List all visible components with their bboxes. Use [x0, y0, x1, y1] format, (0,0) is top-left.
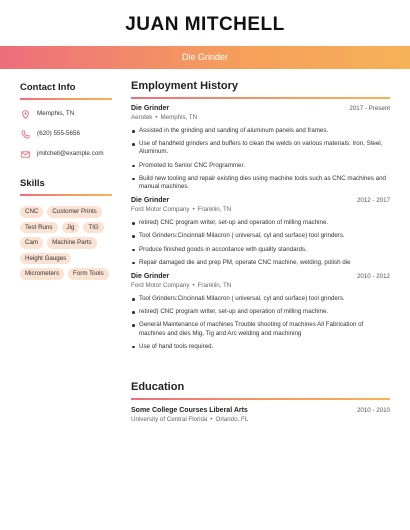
contact-heading: Contact Info — [20, 82, 76, 93]
job-bullet: Assisted in the grinding and sanding of aluminum panels and frames. — [131, 127, 390, 135]
job-company: Ford Motor Company — [131, 282, 190, 290]
education-heading: Education — [131, 381, 185, 393]
job-dates: 2010 - 2012 — [356, 273, 390, 281]
skill-pill: Micrometers — [20, 268, 64, 280]
job-bullets — [131, 127, 390, 191]
job-bullet: Build new tooling and repair existing dies using machine tools such as CNC machines and manual machines. — [131, 175, 390, 191]
location-pin-icon — [21, 110, 30, 119]
job-employer: Ford Motor Company • Franklin, TN — [131, 206, 232, 214]
title-banner — [0, 46, 410, 69]
job-location: Franklin, TN — [197, 282, 232, 290]
job-bullet: Tool Grinders:Cincinnati Milacron ( universal, cyl and surface) tool grinders. — [131, 295, 390, 303]
job-bullet: Use of hand tools required. — [131, 343, 390, 351]
job-dates: 2017 - Present — [349, 105, 390, 112]
education-degree: Some College Courses Liberal Arts — [131, 407, 248, 414]
education-location: Orlando, FL — [215, 416, 249, 423]
skills-section — [20, 178, 112, 280]
job-entry — [131, 273, 390, 351]
contact-section — [20, 82, 112, 170]
email-icon — [21, 150, 30, 159]
skill-pill: Height Gauges — [20, 253, 71, 265]
employment-section — [131, 80, 390, 356]
skills-divider — [20, 194, 112, 196]
skill-pill: TIG — [83, 222, 103, 234]
job-bullet: General Maintenance of machines Trouble shooting of machines All Fabrication of machines and dies Mig, Tig and Arc welding and machining — [131, 321, 390, 337]
education-entry — [131, 407, 390, 423]
job-bullet: Promoted to Senior CNC Programmer. — [131, 162, 390, 170]
skill-pill: Cam — [20, 237, 43, 249]
job-title: Die Grinder — [131, 105, 170, 112]
phone-icon — [21, 130, 30, 139]
job-company: Ford Motor Company — [131, 206, 190, 214]
job-bullets — [131, 295, 390, 351]
job-entry — [131, 105, 390, 191]
skill-pill: Form Tools — [68, 268, 109, 280]
skill-pill: Machine Parts — [47, 237, 97, 249]
contact-email — [20, 150, 112, 158]
skill-pill: Customer Prints — [47, 206, 101, 218]
job-bullet: Produce finished goods in accordance with quality standards. — [131, 246, 390, 254]
job-bullets — [131, 219, 390, 267]
job-bullet: Repair damaged die and prep PM, operate CNC machine, welding, polish die — [131, 259, 390, 267]
job-bullet: retired) CNC program writer, set-up and operation of milling machine. — [131, 308, 390, 316]
contact-location-text: Memphis, TN — [37, 110, 75, 117]
education-school: University of Central Florida — [131, 416, 208, 423]
skill-pill: CNC — [20, 206, 43, 218]
job-employer: Ford Motor Company • Franklin, TN — [131, 282, 232, 290]
employment-heading: Employment History — [131, 80, 238, 92]
job-title: Die Grinder — [131, 273, 170, 281]
job-company: Aerotek — [131, 114, 153, 121]
job-location: Memphis, TN — [160, 114, 198, 121]
skill-pill: Jig — [62, 222, 80, 234]
candidate-name: JUAN MITCHELL — [125, 14, 285, 35]
job-bullet: Use of handheld grinders and buffers to clean the welds on various materials: Iron, Steel, Aluminum. — [131, 140, 390, 156]
contact-phone-text: (620) 555-5656 — [37, 130, 81, 137]
contact-list — [20, 110, 112, 158]
education-divider — [131, 398, 390, 400]
contact-divider — [20, 98, 112, 100]
job-title: Die Grinder — [131, 197, 170, 205]
skills-list — [20, 206, 112, 280]
education-dates: 2010 - 2010 — [356, 407, 390, 414]
contact-location — [20, 110, 112, 118]
contact-phone — [20, 130, 112, 138]
job-title-banner-text: Die Grinder — [181, 52, 228, 62]
employment-divider — [131, 97, 390, 99]
job-dates: 2012 - 2017 — [356, 197, 390, 205]
job-location: Franklin, TN — [197, 206, 232, 214]
job-employer: Aerotek • Memphis, TN — [131, 114, 198, 121]
education-section — [131, 381, 390, 423]
skill-pill: Test Runs — [20, 222, 58, 234]
job-entry — [131, 197, 390, 267]
contact-email-text[interactable]: jmitchell@example.com — [37, 150, 104, 157]
job-bullet: retired) CNC program writer, set-up and operation of milling machine. — [131, 219, 390, 227]
job-bullet: Tool Grinders:Cincinnati Milacron ( universal, cyl and surface) tool grinders. — [131, 232, 390, 240]
skills-heading: Skills — [20, 178, 45, 189]
education-school-line: University of Central Florida • Orlando, FL — [131, 416, 249, 423]
